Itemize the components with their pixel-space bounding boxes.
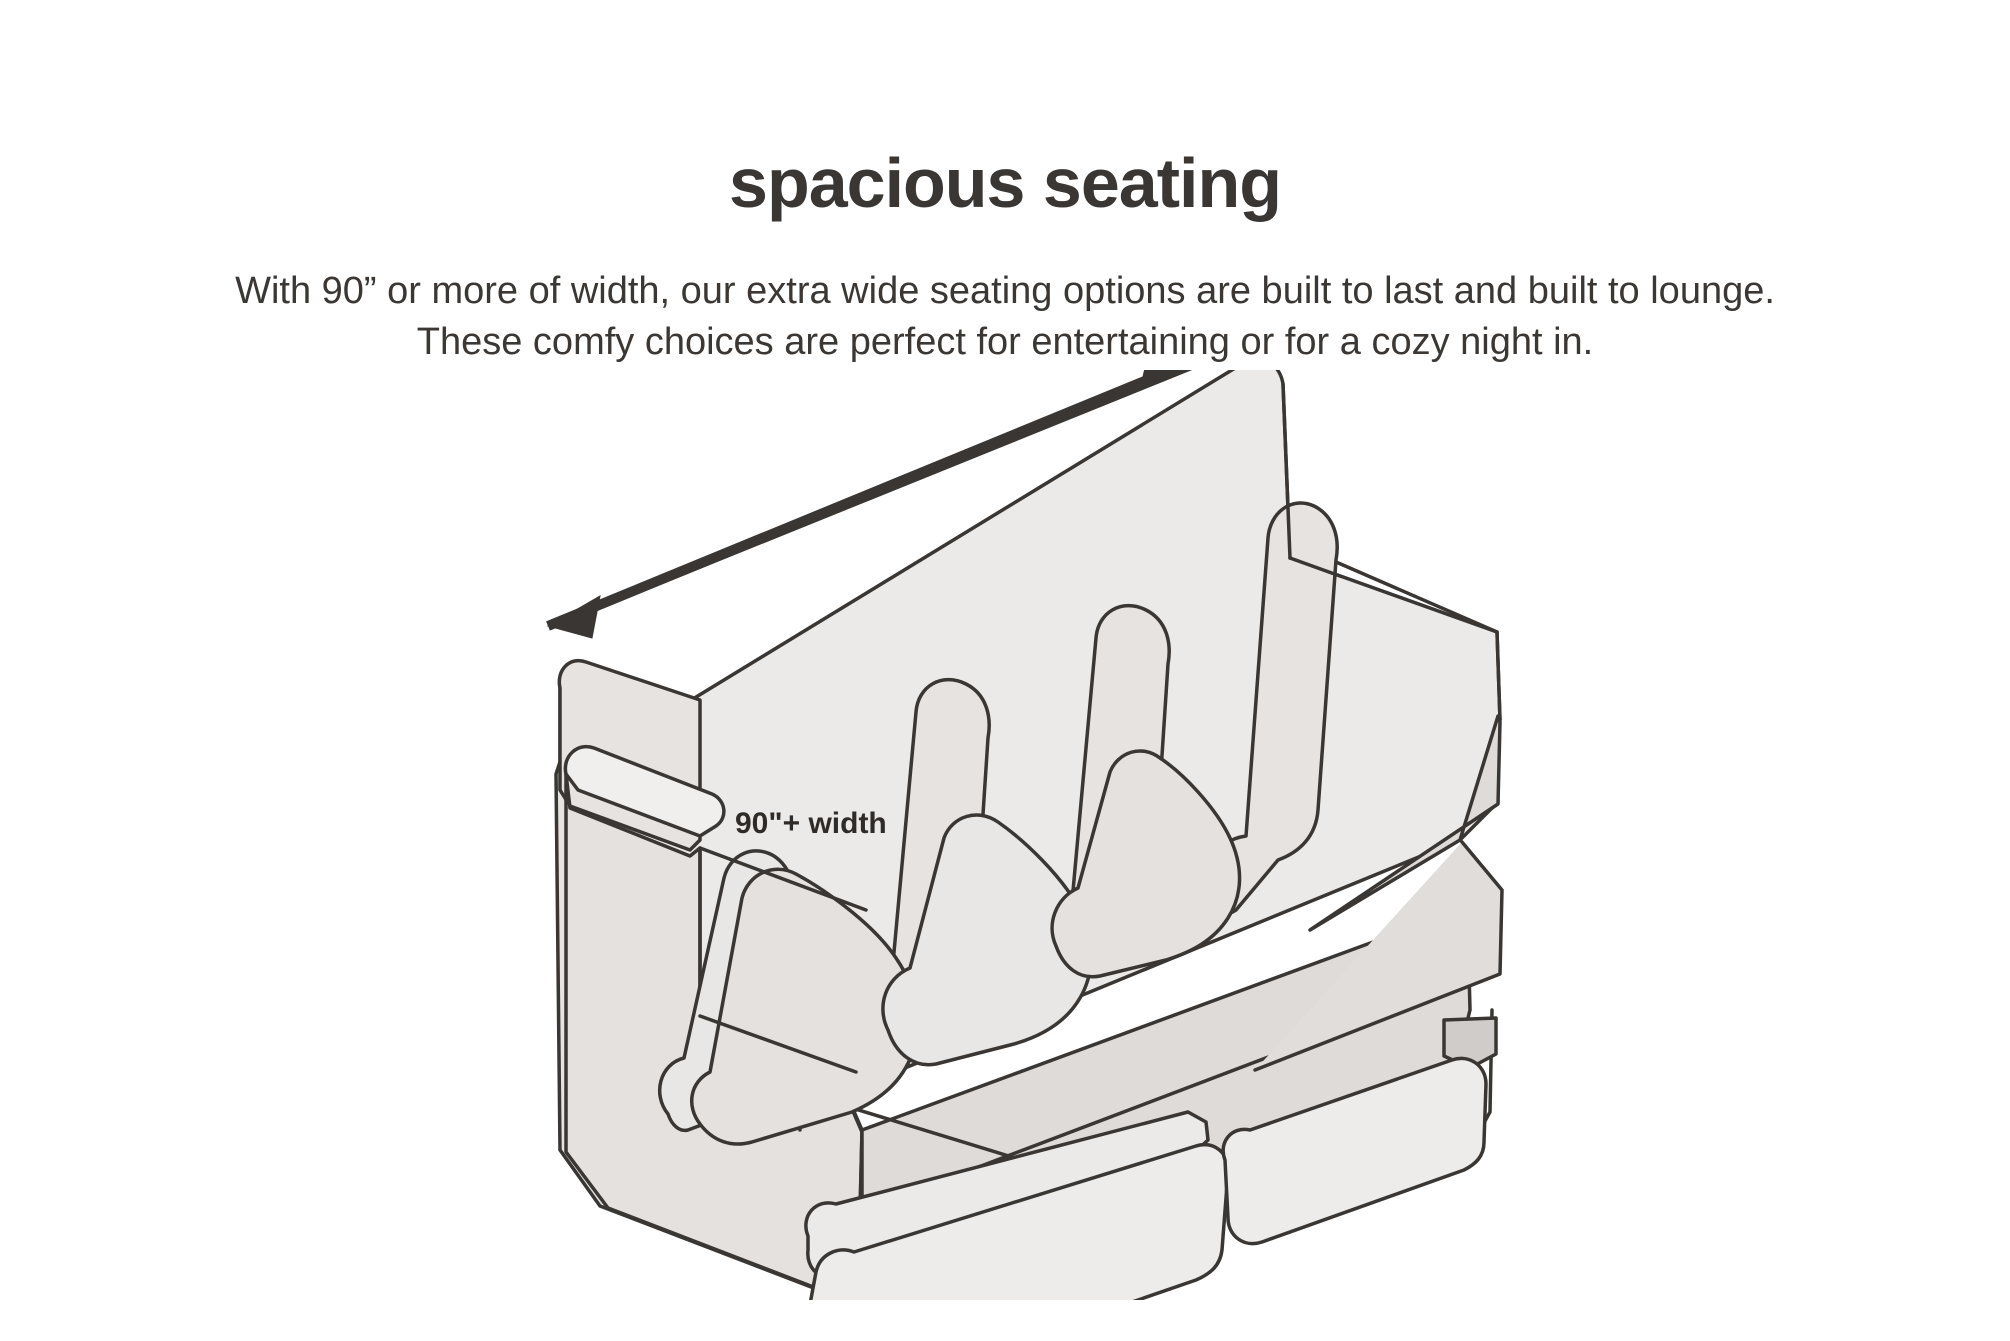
- sofa-illustration: [0, 370, 2010, 1300]
- page-title: spacious seating: [729, 143, 1281, 222]
- page-subcopy: With 90” or more of width, our extra wide seating options are built to last and built to lounge. These comfy choices are perfect for entertaining or for a cozy night in.: [235, 270, 1775, 363]
- width-dimension-label: 90"+ width: [735, 807, 887, 840]
